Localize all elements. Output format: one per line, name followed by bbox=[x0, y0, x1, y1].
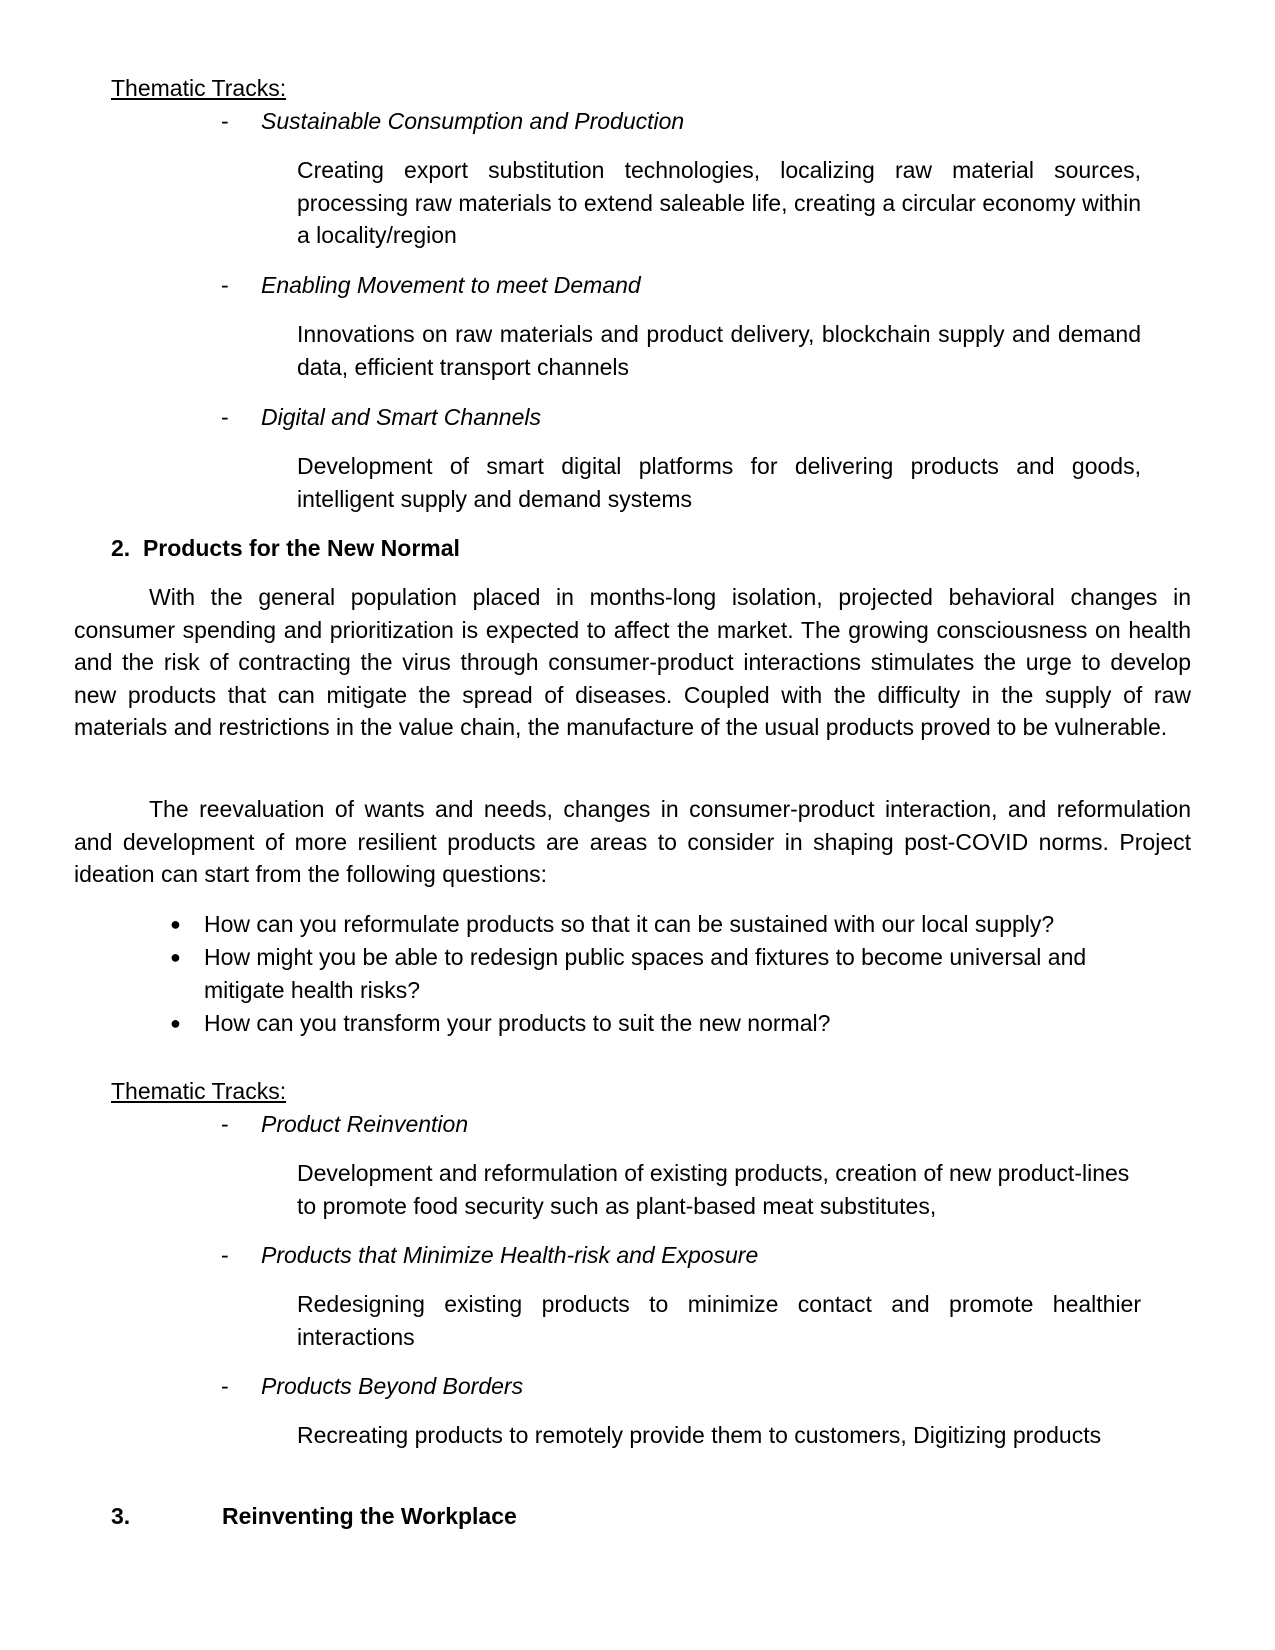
thematic-tracks-heading: Thematic Tracks: bbox=[111, 1078, 287, 1104]
track-dash: - bbox=[221, 1111, 229, 1137]
section-title: Products for the New Normal bbox=[142, 535, 460, 561]
bullet-item: How might you be able to redesign public spaces and fixtures to become universal and mitigate health risks? bbox=[204, 944, 1087, 1003]
track-dash: - bbox=[221, 1242, 229, 1268]
track-dash: - bbox=[221, 404, 229, 430]
track-dash: - bbox=[221, 108, 229, 134]
track-title: Digital and Smart Channels bbox=[261, 404, 541, 430]
track-title: Sustainable Consumption and Production bbox=[261, 108, 685, 134]
track-title: Enabling Movement to meet Demand bbox=[261, 272, 641, 298]
track-description: Development and reformulation of existing products, creation of new product-lines to promote food security such as plant-based meat substitutes, bbox=[297, 1160, 1130, 1219]
bullet-icon: ● bbox=[170, 947, 181, 967]
track-dash: - bbox=[221, 1373, 229, 1399]
track-description: Creating export substitution technologies, localizing raw material sources, processing raw materials to extend saleable life, creating a circular economy within a locality/region bbox=[297, 157, 1141, 248]
track-description: Innovations on raw materials and product delivery, blockchain supply and demand data, efficient transport channels bbox=[297, 321, 1141, 380]
section-heading bbox=[111, 532, 460, 565]
bullet-icon: ● bbox=[170, 1013, 181, 1033]
section-title: Reinventing the Workplace bbox=[222, 1503, 517, 1529]
thematic-tracks-heading: Thematic Tracks: bbox=[111, 75, 287, 101]
bullet-item: How can you reformulate products so that it can be sustained with our local supply? bbox=[204, 911, 1055, 937]
track-dash: - bbox=[221, 272, 229, 298]
bullet-icon: ● bbox=[170, 914, 181, 934]
track-title: Products that Minimize Health-risk and Exposure bbox=[261, 1242, 759, 1268]
track-description: Redesigning existing products to minimize contact and promote healthier interactions bbox=[297, 1291, 1141, 1350]
track-description: Development of smart digital platforms for delivering products and goods, intelligent supply and demand systems bbox=[297, 453, 1141, 512]
body-paragraph: The reevaluation of wants and needs, changes in consumer-product interaction, and reformulation and development of more resilient products are areas to consider in shaping post-COVID norms. Project ideation can start from the following questions: bbox=[74, 796, 1191, 887]
section-number: 2. bbox=[111, 535, 131, 561]
track-title: Product Reinvention bbox=[261, 1111, 469, 1137]
body-paragraph: With the general population placed in months-long isolation, projected behavioral changes in consumer spending and prioritization is expected to affect the market. The growing consciousness on health and the risk of contracting the virus through consumer-product interactions stimulates the urge to develop new products that can mitigate the spread of diseases. Coupled with the difficulty in the supply of raw materials and restrictions in the value chain, the manufacture of the usual products proved to be vulnerable. bbox=[74, 584, 1191, 740]
section-number: 3. bbox=[111, 1503, 131, 1529]
track-description: Recreating products to remotely provide them to customers, Digitizing products bbox=[297, 1422, 1102, 1448]
bullet-item: How can you transform your products to suit the new normal? bbox=[204, 1010, 831, 1036]
track-title: Products Beyond Borders bbox=[261, 1373, 524, 1399]
